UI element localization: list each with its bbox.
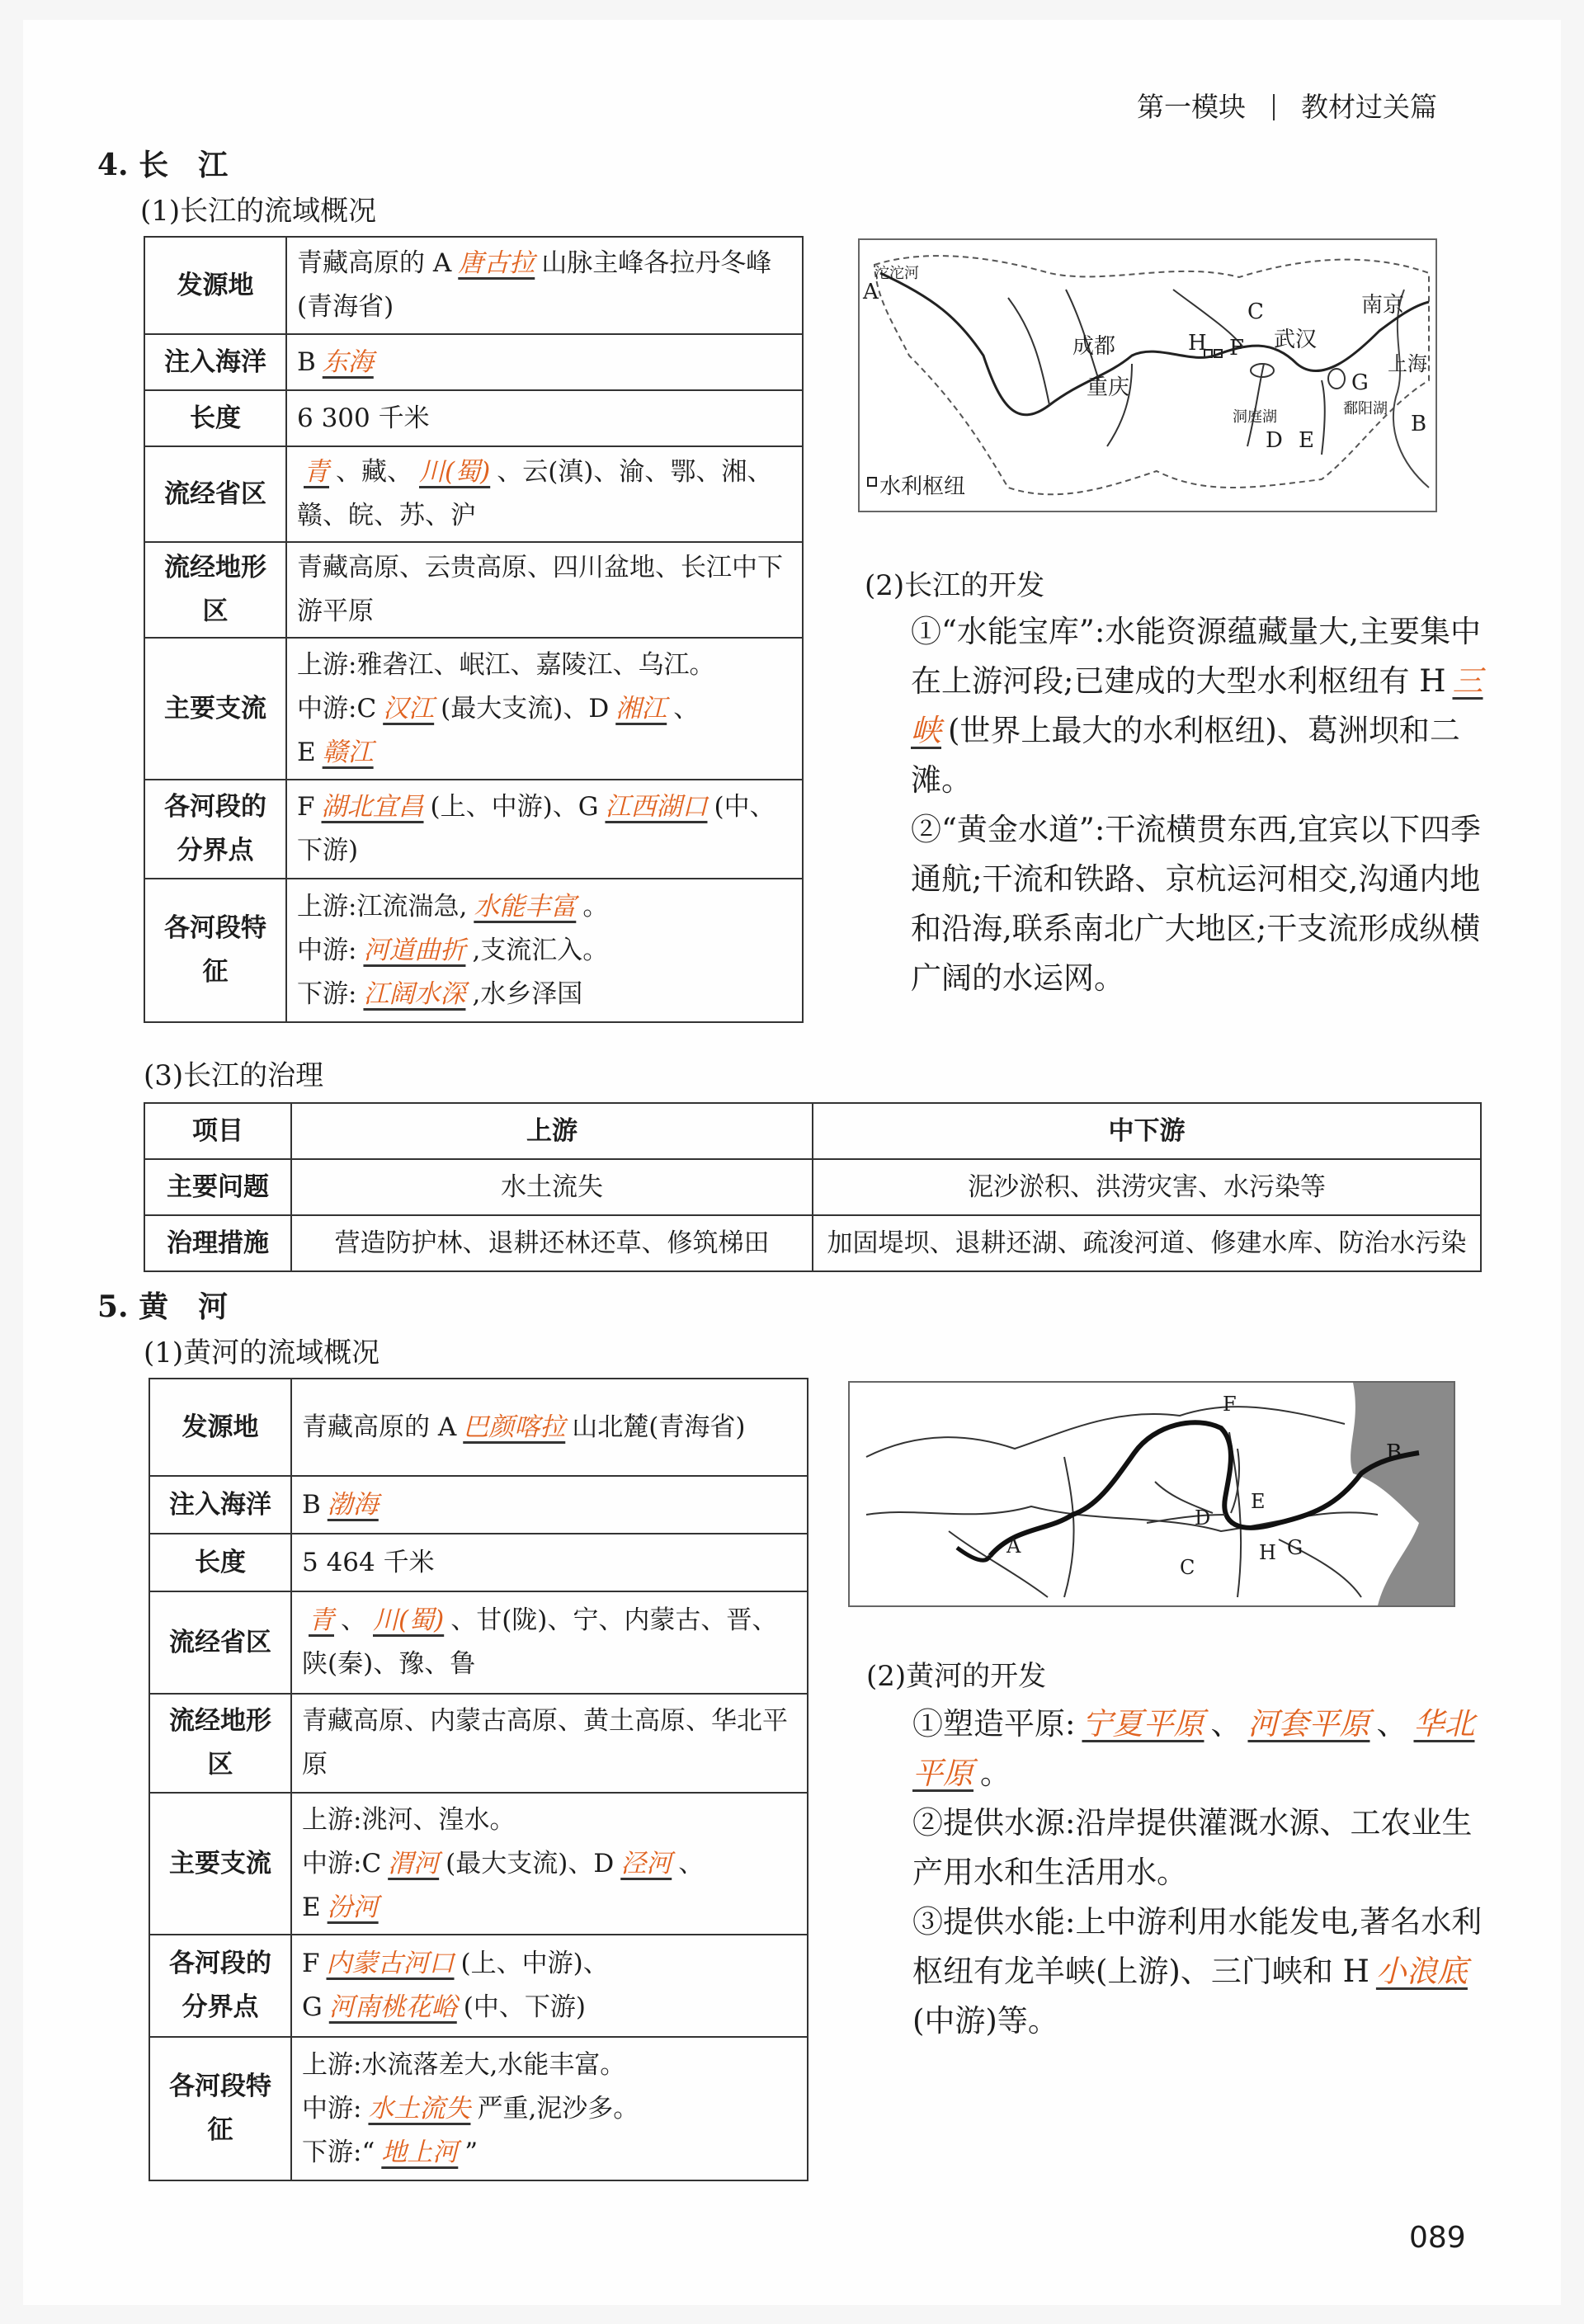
answer: 赣江 xyxy=(322,737,374,767)
answer: 地上河 xyxy=(381,2137,459,2167)
col-header: 项目 xyxy=(144,1103,291,1159)
yangtze-overview-table xyxy=(144,236,804,1023)
row-label: 主要问题 xyxy=(144,1159,291,1215)
answer: 川(蜀) xyxy=(419,457,491,487)
header-divider xyxy=(1273,94,1275,120)
map-label: 上海 xyxy=(1388,352,1427,375)
map-label: F xyxy=(1223,1393,1237,1416)
poyang-lake xyxy=(1328,369,1345,389)
yellow-overview-title: (1)黄河的流域概况 xyxy=(144,1336,380,1369)
answer: 青 xyxy=(304,457,329,487)
answer: 河套平原 xyxy=(1247,1706,1370,1742)
answer: 巴颜喀拉 xyxy=(463,1412,566,1442)
map-label: 南京 xyxy=(1361,293,1405,318)
row-value: B 东海 xyxy=(286,334,803,390)
map-label: H xyxy=(1259,1541,1276,1564)
yellow-dev-title: (2)黄河的开发 xyxy=(866,1660,1047,1693)
row-label: 注入海洋 xyxy=(144,334,286,390)
header-section: 教材过关篇 xyxy=(1301,91,1437,123)
table-row xyxy=(149,1534,808,1591)
col-header: 中下游 xyxy=(813,1103,1481,1159)
answer: 小浪底 xyxy=(1375,1954,1468,1989)
page-number: 089 xyxy=(1409,2221,1466,2255)
map-label: 重庆 xyxy=(1087,375,1130,400)
table-cell: 泥沙淤积、洪涝灾害、水污染等 xyxy=(813,1159,1481,1215)
answer: 青 xyxy=(309,1605,334,1635)
row-value: 青藏高原的 A 唐古拉 山脉主峰各拉丹冬峰(青海省) xyxy=(286,237,803,334)
row-label: 各河段特征 xyxy=(144,879,286,1022)
table-row xyxy=(149,1379,808,1476)
page-header xyxy=(1137,86,1533,125)
map-label: B xyxy=(1411,412,1427,436)
row-value: 上游:雅砻江、岷江、嘉陵江、乌江。 中游:C 汉江 (最大支流)、D 湘江 、 E 赣江 xyxy=(286,638,803,780)
map-label: F xyxy=(1229,336,1245,361)
table-row xyxy=(144,542,803,638)
row-label: 长度 xyxy=(144,390,286,446)
sea-area xyxy=(1351,1383,1454,1605)
dev-item: ①“水能宝库”:水能资源蕴藏量大,主要集中在上游河段;已建成的大型水利枢纽有 H 三峡 (世界上最大的水利枢纽)、葛洲坝和二滩。 xyxy=(911,614,1483,798)
map-label: D xyxy=(1266,428,1283,453)
row-label: 流经地形区 xyxy=(149,1694,291,1793)
yellow-title: 5. 黄 河 xyxy=(97,1289,229,1324)
table-row xyxy=(149,1591,808,1694)
table-row xyxy=(149,1935,808,2037)
province-border xyxy=(1064,1457,1074,1597)
row-label: 流经地形区 xyxy=(144,542,286,638)
yellow-map xyxy=(848,1381,1455,1607)
answer: 水能丰富 xyxy=(474,891,577,922)
row-label: 发源地 xyxy=(149,1379,291,1476)
answer: 唐古拉 xyxy=(458,248,535,278)
map-label: B xyxy=(1386,1440,1402,1465)
map-label: 鄱阳湖 xyxy=(1343,400,1388,417)
row-value: 青 、藏、 川(蜀) 、云(滇)、渝、鄂、湘、赣、皖、苏、沪 xyxy=(286,446,803,542)
yellow-map-svg xyxy=(850,1383,1454,1605)
row-value: 青藏高原、云贵高原、四川盆地、长江中下游平原 xyxy=(286,542,803,638)
dev-item: ②提供水源:沿岸提供灌溉水源、工农业生产用水和生活用水。 xyxy=(912,1805,1473,1890)
province-border xyxy=(866,1407,1345,1457)
row-value: 上游:水流落差大,水能丰富。 中游: 水土流失 严重,泥沙多。 下游:“ 地上河 ” xyxy=(291,2037,808,2180)
answer: 东海 xyxy=(322,346,374,377)
dev-item: ③提供水能:上中游利用水能发电,著名水利枢纽有龙羊峡(上游)、三门峡和 H 小浪底(中游)等。 xyxy=(912,1904,1483,2039)
answer: 内蒙古河口 xyxy=(326,1949,455,1978)
table-row xyxy=(144,334,803,390)
col-header: 上游 xyxy=(291,1103,813,1159)
row-value: 青 、 川(蜀) 、甘(陇)、宁、内蒙古、晋、陕(秦)、豫、鲁 xyxy=(291,1591,808,1694)
row-label: 治理措施 xyxy=(144,1215,291,1271)
row-label: 发源地 xyxy=(144,237,286,334)
table-row xyxy=(144,390,803,446)
map-label: E xyxy=(1299,428,1314,453)
row-value: F 内蒙古河口 (上、中游)、 G 河南桃花峪 (中、下游) xyxy=(291,1935,808,2037)
yangtze-map xyxy=(858,238,1437,512)
yangtze-overview-title: (1)长江的流域概况 xyxy=(140,195,377,228)
table-row xyxy=(144,879,803,1022)
answer: 泾河 xyxy=(620,1848,672,1879)
row-value: 5 464 千米 xyxy=(291,1534,808,1591)
map-label: G xyxy=(1351,370,1369,395)
map-label: C xyxy=(1247,299,1264,324)
map-label: C xyxy=(1180,1556,1195,1579)
table-row xyxy=(149,1694,808,1793)
map-label: 沱沱河 xyxy=(874,265,919,282)
table-cell: 加固堤坝、退耕还湖、疏浚河道、修建水库、防治水污染 xyxy=(813,1215,1481,1271)
yellow-river-mainstream xyxy=(957,1548,990,1560)
table-row xyxy=(149,1476,808,1534)
table-cell: 水土流失 xyxy=(291,1159,813,1215)
answer: 水土流失 xyxy=(368,2093,471,2124)
answer: 渭河 xyxy=(388,1848,440,1879)
row-label: 各河段的分界点 xyxy=(144,780,286,879)
table-row xyxy=(144,1103,1481,1159)
yangtze-title: 4. 长 江 xyxy=(97,148,229,182)
row-value: 上游:江流湍急, 水能丰富 。 中游: 河道曲折 ,支流汇入。 下游: 江阔水深 ,水乡泽国 xyxy=(286,879,803,1022)
yellow-overview-table xyxy=(148,1378,808,2181)
row-label: 注入海洋 xyxy=(149,1476,291,1534)
answer: 汉江 xyxy=(383,693,435,724)
yangtze-dev-text xyxy=(911,607,1488,1003)
map-legend: 水利枢纽 xyxy=(879,474,966,499)
yangtze-gov-title: (3)长江的治理 xyxy=(144,1059,324,1092)
row-value: 青藏高原、内蒙古高原、黄土高原、华北平原 xyxy=(291,1694,808,1793)
map-label: D xyxy=(1195,1506,1211,1530)
table-row xyxy=(144,638,803,780)
answer: 汾河 xyxy=(327,1892,379,1922)
row-value: B 渤海 xyxy=(291,1476,808,1534)
answer: 河南桃花峪 xyxy=(328,1992,457,2022)
map-label: E xyxy=(1251,1490,1266,1513)
row-value: 上游:洮河、湟水。 中游:C 渭河 (最大支流)、D 泾河 、 E 汾河 xyxy=(291,1793,808,1935)
table-row xyxy=(144,1159,1481,1215)
row-label: 长度 xyxy=(149,1534,291,1591)
map-label: G xyxy=(1287,1536,1304,1559)
table-row xyxy=(144,780,803,879)
yellow-dev-text xyxy=(912,1699,1490,2046)
row-label: 各河段的分界点 xyxy=(149,1935,291,2037)
row-label: 流经省区 xyxy=(149,1591,291,1694)
answer: 湘江 xyxy=(615,693,667,724)
tributary xyxy=(1322,380,1325,455)
dam-marker xyxy=(868,478,876,486)
map-label: 成都 xyxy=(1072,334,1116,359)
page xyxy=(23,20,1561,2305)
row-value: F 湖北宜昌 (上、中游)、G 江西湖口 (中、下游) xyxy=(286,780,803,879)
table-row xyxy=(149,1793,808,1935)
table-row xyxy=(144,237,803,334)
coastline xyxy=(1393,290,1429,488)
province-border xyxy=(949,1531,1048,1597)
row-value: 青藏高原的 A 巴颜喀拉 山北麓(青海省) xyxy=(291,1379,808,1476)
answer: 渤海 xyxy=(327,1489,379,1520)
dev-item: ②“黄金水道”:干流横贯东西,宜宾以下四季通航;干流和铁路、京杭运河相交,沟通内地和沿海,联系南北广大地区;干支流形成纵横广阔的水运网。 xyxy=(911,812,1482,996)
row-label: 主要支流 xyxy=(149,1793,291,1935)
table-cell: 营造防护林、退耕还林还草、修筑梯田 xyxy=(291,1215,813,1271)
answer: 川(蜀) xyxy=(373,1605,445,1635)
answer: 三峡 xyxy=(911,663,1483,748)
row-label: 流经省区 xyxy=(144,446,286,542)
yangtze-mainstream xyxy=(880,273,1429,415)
table-row xyxy=(144,446,803,542)
basin-boundary xyxy=(874,256,1429,494)
tributary xyxy=(1147,1515,1225,1523)
answer: 江阔水深 xyxy=(363,978,466,1009)
answer: 河道曲折 xyxy=(363,935,466,965)
row-value: 6 300 千米 xyxy=(286,390,803,446)
map-label: 洞庭湖 xyxy=(1233,408,1277,426)
yangtze-governance-table xyxy=(144,1102,1482,1272)
row-label: 各河段特征 xyxy=(149,2037,291,2180)
dev-item: ①塑造平原: 宁夏平原 、 河套平原 、 华北平原 。 xyxy=(912,1706,1475,1791)
answer: 华北平原 xyxy=(912,1706,1475,1791)
map-label: H xyxy=(1188,331,1207,356)
table-row xyxy=(144,1215,1481,1271)
map-label: A xyxy=(1006,1534,1021,1558)
row-label: 主要支流 xyxy=(144,638,286,780)
tributary xyxy=(1008,298,1049,405)
answer: 宁夏平原 xyxy=(1082,1706,1204,1742)
answer: 江西湖口 xyxy=(605,792,708,822)
header-module: 第一模块 xyxy=(1137,91,1246,123)
map-label: 武汉 xyxy=(1274,328,1318,352)
answer: 湖北宜昌 xyxy=(321,792,424,822)
table-row xyxy=(149,2037,808,2180)
map-label: A xyxy=(863,280,879,304)
yangtze-dev-title: (2)长江的开发 xyxy=(865,569,1045,602)
